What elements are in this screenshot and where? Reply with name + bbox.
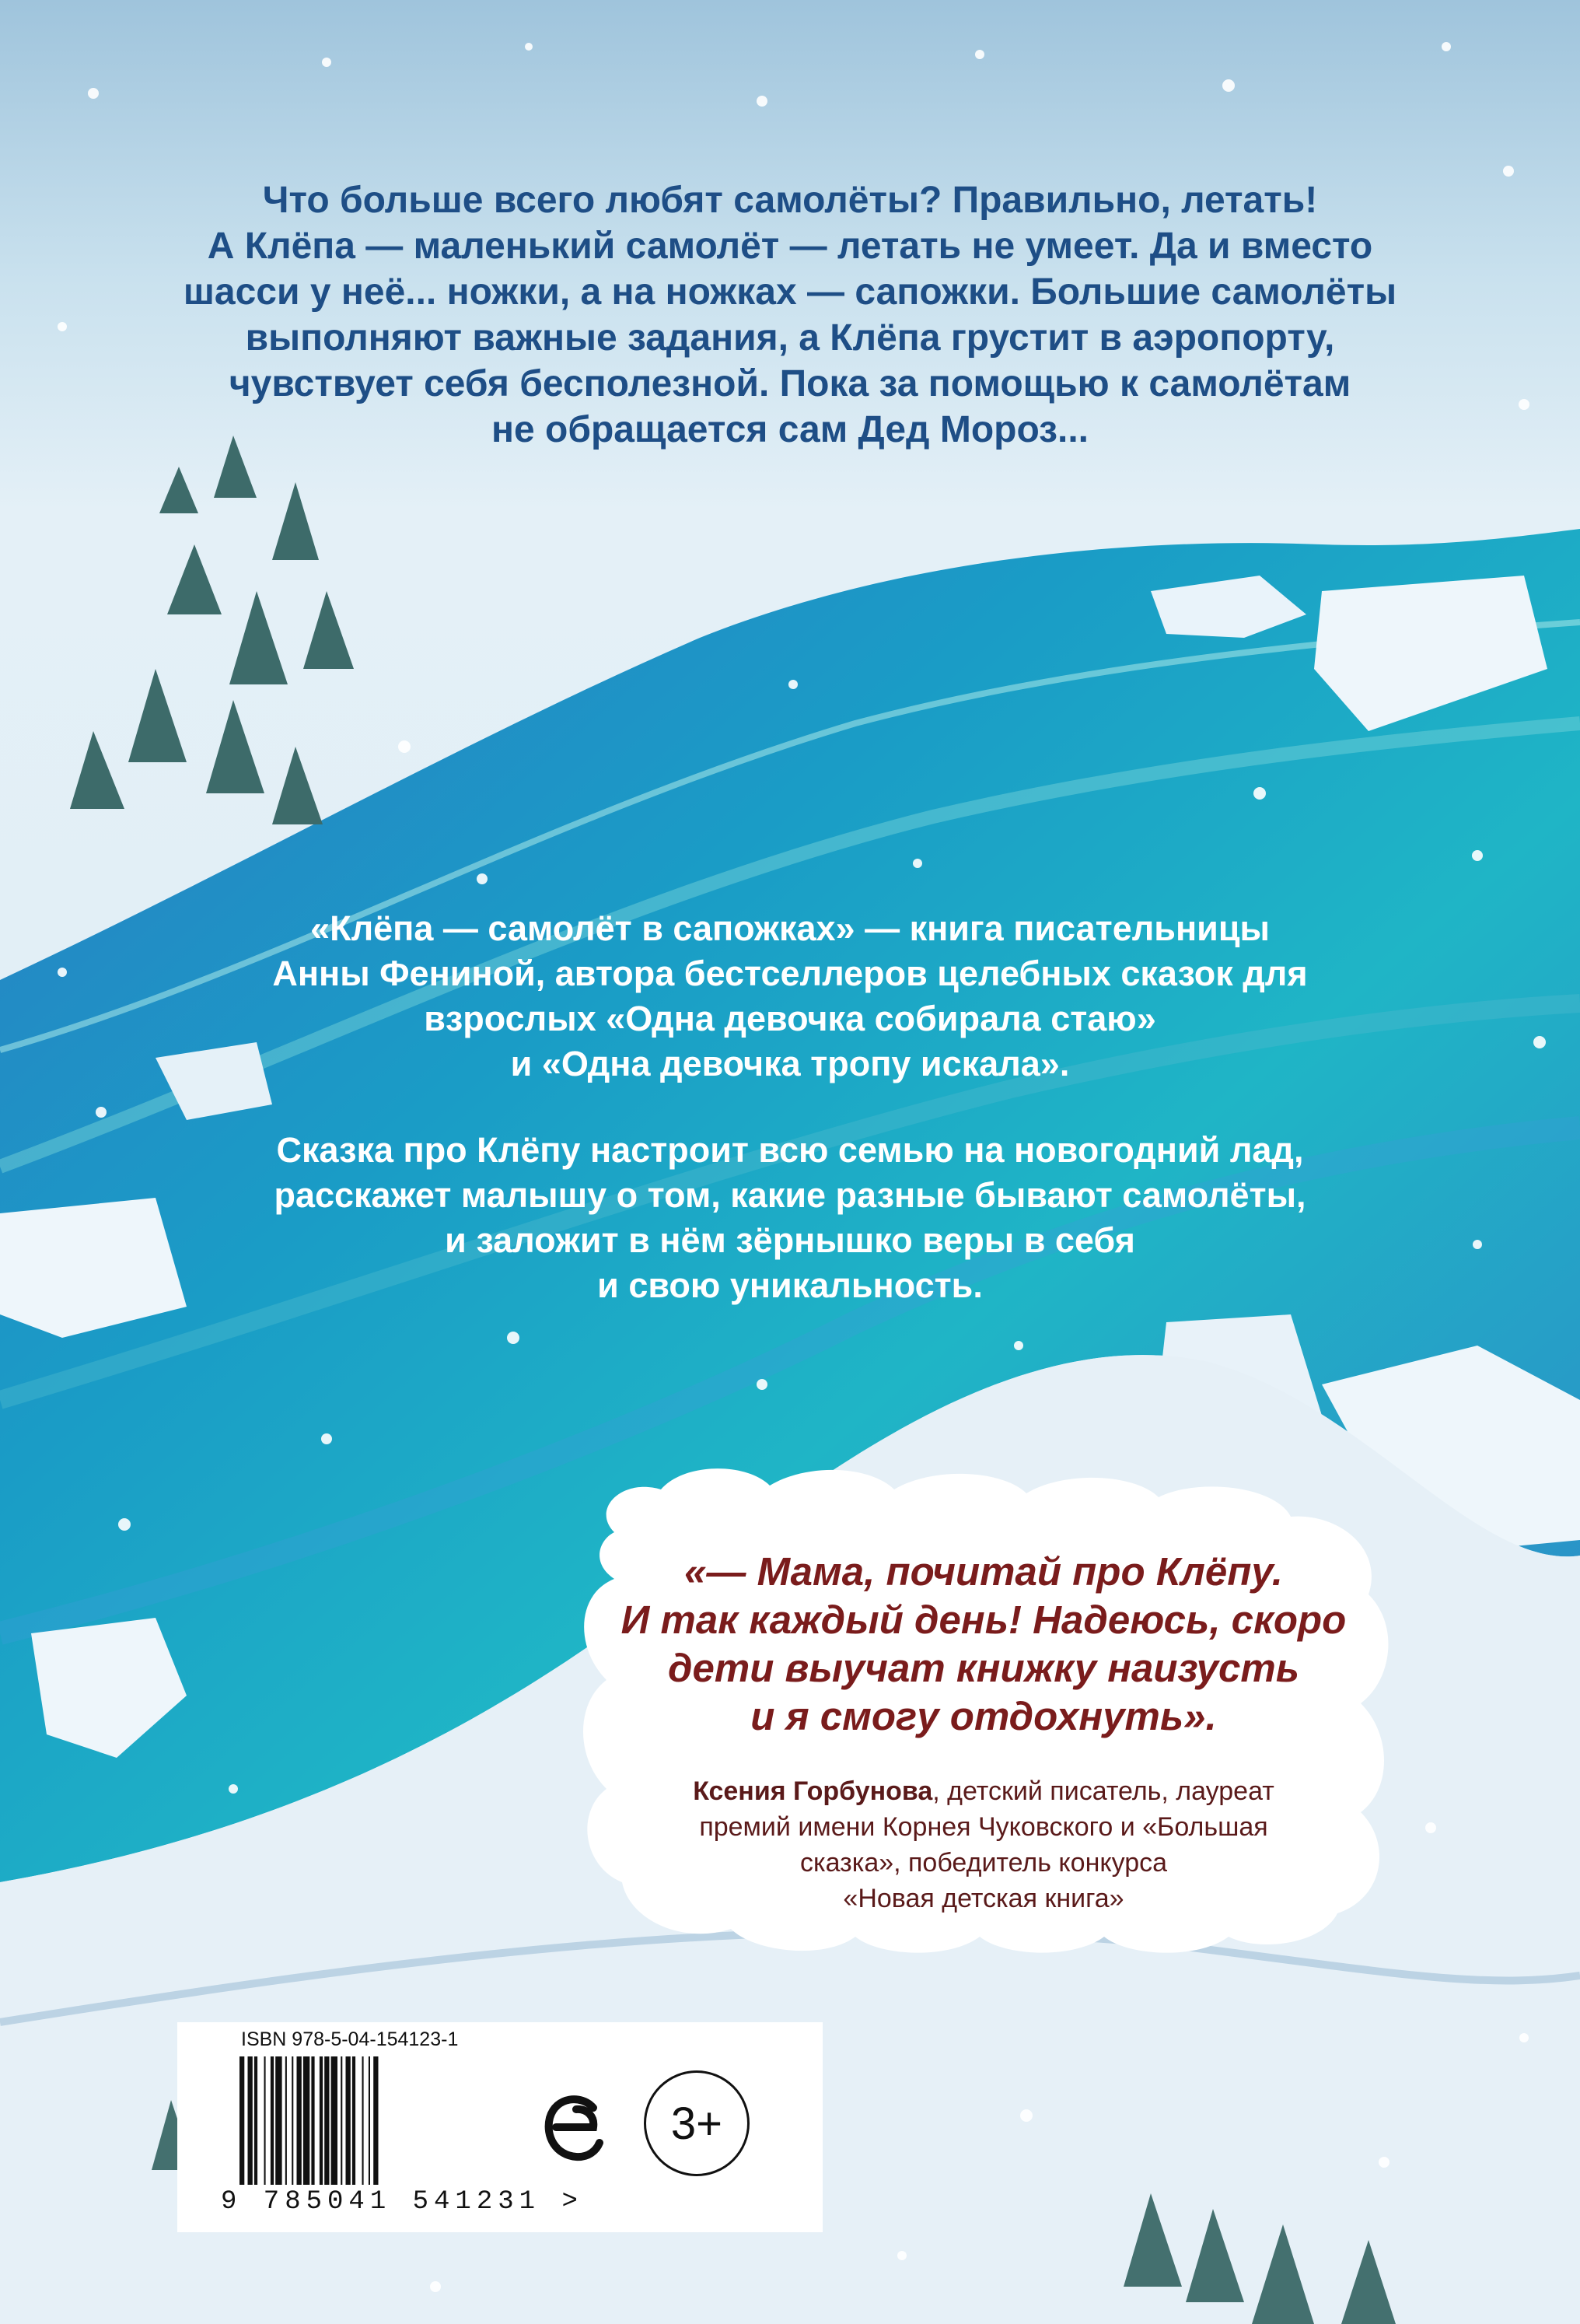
barcode-bar — [292, 2056, 293, 2185]
barcode-bar — [341, 2056, 342, 2185]
reviewer-credit — [599, 1773, 1369, 1916]
about-line: и «Одна девочка тропу искала». — [510, 1044, 1070, 1083]
reviewer-line: премий имени Корнея Чуковского и «Большая — [699, 1812, 1268, 1842]
barcode-bar — [271, 2056, 274, 2185]
barcode-panel — [177, 2022, 823, 2232]
intro-line: А Клёпа — маленький самолёт — летать не умеет. Да и вместо — [207, 226, 1373, 267]
barcode-bar — [264, 2056, 266, 2185]
intro-paragraph — [109, 177, 1471, 453]
barcode-bar — [320, 2056, 323, 2185]
family-paragraph — [140, 1128, 1440, 1308]
quote-line: дети выучат книжку наизусть — [667, 1646, 1299, 1690]
reviewer-name: Ксения Горбунова — [693, 1776, 933, 1806]
intro-line: Что больше всего любят самолёты? Правильно, летать! — [262, 180, 1318, 221]
isbn-text: ISBN 978-5-04-154123-1 — [241, 2028, 459, 2050]
barcode-digits: 9 785041 541231 > — [221, 2187, 583, 2217]
reviewer-title: , детский писатель, лауреат — [932, 1776, 1274, 1806]
barcode-bar — [303, 2056, 309, 2185]
barcode-bar — [324, 2056, 329, 2185]
about-line: взрослых «Одна девочка собирала стаю» — [424, 999, 1156, 1038]
intro-line: выполняют важные задания, а Клёпа грустит в аэропорту, — [245, 317, 1335, 359]
intro-line: чувствует себя бесполезной. Пока за помощью к самолётам — [229, 363, 1351, 404]
intro-line: шасси у неё... ножки, а на ножках — сапожки. Большие самолёты — [183, 271, 1397, 313]
reviewer-line: сказка», победитель конкурса — [799, 1848, 1168, 1878]
barcode-bar — [254, 2056, 257, 2185]
quote-line: и я смогу отдохнуть». — [750, 1694, 1217, 1738]
review-quote — [591, 1548, 1376, 1741]
about-author-paragraph — [140, 906, 1440, 1087]
barcode-bar — [373, 2056, 378, 2185]
family-line: Сказка про Клёпу настроит всю семью на новогодний лад, — [276, 1130, 1304, 1170]
intro-line: не обращается сам Дед Мороз... — [491, 409, 1089, 450]
eksmo-logo-icon — [539, 2088, 609, 2166]
family-line: и заложит в нём зёрнышко веры в себя — [445, 1220, 1135, 1260]
quote-line: «— Мама, почитай про Клёпу. — [684, 1549, 1283, 1594]
family-line: расскажет малышу о том, какие разные бывают самолёты, — [274, 1175, 1306, 1215]
barcode-bar — [331, 2056, 337, 2185]
barcode-bar — [346, 2056, 351, 2185]
barcode-bar — [275, 2056, 281, 2185]
family-line: и свою уникальность. — [597, 1265, 983, 1305]
about-line: Анны Фениной, автора бестселлеров целебных сказок для — [272, 954, 1308, 993]
barcode-icon — [239, 2056, 488, 2189]
barcode-bar — [297, 2056, 302, 2185]
barcode-bar — [248, 2056, 253, 2185]
age-rating-badge: 3+ — [644, 2070, 750, 2176]
barcode-bar — [239, 2056, 244, 2185]
barcode-bar — [352, 2056, 355, 2185]
reviewer-line — [599, 1773, 1369, 1809]
barcode-bar — [285, 2056, 287, 2185]
about-line: «Клёпа — самолёт в сапожках» — книга писательницы — [310, 908, 1270, 948]
quote-line: И так каждый день! Надеюсь, скоро — [620, 1598, 1347, 1642]
barcode-bar — [369, 2056, 370, 2185]
barcode-bar — [362, 2056, 364, 2185]
barcode-bar — [311, 2056, 314, 2185]
reviewer-line: «Новая детская книга» — [843, 1884, 1124, 1913]
